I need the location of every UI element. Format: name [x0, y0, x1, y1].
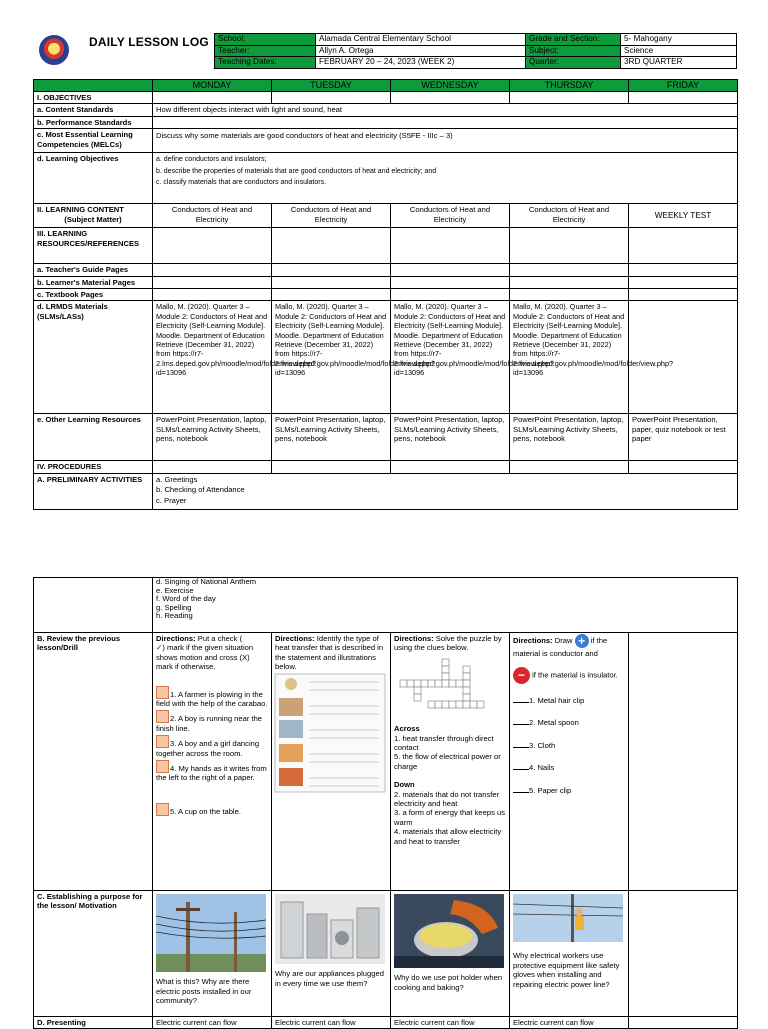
procedures-heading: IV. PROCEDURES [34, 461, 153, 473]
other-resources-friday: PowerPoint Presentation, paper, quiz notebook or test paper [629, 414, 738, 461]
list-item: d. Singing of National Anthem [156, 577, 257, 586]
lrmds-tuesday: Mallo, M. (2020). Quarter 3 – Module 2: Conductors of Heat and Electricity (Self-Learning Module]. Moodle. Department of Education Retrieve (December 31, 2022) from https://r7-2.lms.deped.gov.ph/moodle/mod/folder/view.php?id=13096 [272, 301, 391, 414]
topic-thursday: Conductors of Heat and Electricity [510, 204, 629, 228]
teacher-label: Teacher: [215, 45, 316, 57]
objectives-heading: I. OBJECTIVES [34, 92, 153, 104]
prelim-continued-label [34, 578, 153, 633]
preliminary-activities-label: A. PRELIMINARY ACTIVITIES [34, 473, 153, 509]
material-item: 2. Metal spoon [513, 718, 625, 727]
motivation-thursday [510, 891, 629, 1017]
presenting-label: D. Presenting [34, 1017, 153, 1029]
other-resources-tuesday: PowerPoint Presentation, laptop, SLMs/Learning Activity Sheets, pens, notebook [272, 414, 391, 461]
motivation-wednesday [391, 891, 510, 1017]
list-item: e. Exercise [156, 585, 194, 595]
school-label: School: [215, 34, 316, 46]
performance-standards-label: b. Performance Standards [34, 116, 153, 128]
motivation-label: C. Establishing a purpose for the lesson/ Motivation [34, 891, 153, 1017]
day-header-blank [34, 80, 153, 92]
down-clue: 4. materials that allow electricity and heat to transfer [394, 827, 502, 846]
grade-label: Grade and Section: [526, 34, 621, 46]
motivation-friday [629, 891, 738, 1017]
answer-blank[interactable] [513, 724, 529, 725]
dates-value: FEBRUARY 20 – 24, 2023 (WEEK 2) [316, 57, 526, 69]
school-value: Alamada Central Elementary School [316, 34, 526, 46]
down-clue: 3. a form of energy that keeps us warm [394, 808, 506, 827]
across-clue: 5. the flow of electrical power or charge [394, 752, 501, 771]
teachers-guide-label: a. Teacher's Guide Pages [34, 264, 153, 276]
presenting-monday: Electric current can flow [153, 1017, 272, 1029]
answer-blank[interactable] [513, 792, 529, 793]
review-friday [629, 633, 738, 891]
directions-text: Draw [552, 636, 575, 645]
drill-item: 5. A cup on the table. [156, 803, 268, 816]
learning-objective-item: a. define conductors and insulators; [156, 156, 267, 164]
directions-text: Identify the type of heat transfer that is described in the statement and illustrations below. [275, 634, 384, 672]
learning-content-label-line: (Subject Matter) [64, 214, 122, 224]
resources-heading: III. LEARNING RESOURCES/REFERENCES [34, 228, 153, 264]
directions-label: Directions: [275, 634, 315, 643]
other-resources-wednesday: PowerPoint Presentation, laptop, SLMs/Learning Activity Sheets, pens, notebook [391, 414, 510, 461]
motivation-question: Why electrical workers use protective equipment like safety gloves when installing and repairing electric power line? [513, 951, 620, 989]
lesson-log-header [33, 33, 736, 69]
drill-item: 3. A boy and a girl dancing together across the room. [156, 735, 268, 758]
directions-label: Directions: [394, 634, 434, 643]
teacher-value: Allyn A. Ortega [316, 45, 526, 57]
motivation-question: Why do we use pot holder when cooking and baking? [394, 973, 503, 992]
weekly-test: WEEKLY TEST [629, 204, 738, 228]
directions-text: Put a check ( [195, 634, 243, 643]
melc-value: Discuss why some materials are good conductors of heat and electricity (S5FE - IIIc – 3) [153, 129, 738, 153]
review-tuesday [272, 633, 391, 891]
list-item: c. Prayer [156, 495, 187, 505]
day-header-tuesday: TUESDAY [272, 80, 391, 92]
check-mark-icon: ✓ [156, 643, 163, 653]
lrmds-label: d. LRMDS Materials (SLMs/LASs) [34, 301, 153, 414]
presenting-thursday: Electric current can flow [510, 1017, 629, 1029]
learners-material-label: b. Learner's Material Pages [34, 276, 153, 288]
heat-transfer-worksheet-image [275, 674, 385, 792]
textbook-pages-label: c. Textbook Pages [34, 289, 153, 301]
learning-content-label-line: II. LEARNING CONTENT [37, 205, 124, 215]
answer-checkbox[interactable] [156, 735, 169, 748]
material-item: 3. Cloth [513, 741, 625, 750]
pot-holder-photo [394, 894, 504, 968]
crossword-puzzle-image [398, 655, 498, 719]
directions-label: Directions: [513, 636, 553, 645]
review-thursday [510, 633, 629, 891]
directions-text: if the material is conductor and [513, 636, 608, 658]
presenting-wednesday: Electric current can flow [391, 1017, 510, 1029]
learning-content-label [34, 204, 153, 228]
day-header-monday: MONDAY [153, 80, 272, 92]
lrmds-wednesday: Mallo, M. (2020). Quarter 3 – Module 2: Conductors of Heat and Electricity (Self-Learning Module]. Moodle. Department of Education Retrieve (December 31, 2022) from https://r7-2.lms.deped.gov.ph/moodle/mod/folder/view.php?id=13096 [391, 301, 510, 414]
presenting-tuesday: Electric current can flow [272, 1017, 391, 1029]
header-info-table [214, 33, 737, 69]
electric-posts-photo [156, 894, 266, 972]
motivation-question: What is this? Why are there electric posts installed in our community? [156, 977, 252, 1006]
learning-objective-item: b. describe the properties of materials that are good conductors of heat and electricity; and [156, 167, 437, 175]
preliminary-activities-continued [153, 578, 738, 633]
subject-label: Subject: [526, 45, 621, 57]
content-standards-label: a. Content Standards [34, 104, 153, 116]
electrical-worker-photo [513, 894, 623, 942]
performance-standards-value [153, 116, 738, 128]
down-clue: 2. materials that do not transfer electricity and heat [394, 789, 500, 809]
topic-tuesday: Conductors of Heat and Electricity [272, 204, 391, 228]
minus-icon: − [513, 667, 530, 684]
review-wednesday [391, 633, 510, 891]
list-item: a. Greetings [156, 474, 198, 484]
learning-objective-item: c. classify materials that are conductors and insulators. [156, 179, 327, 187]
list-item: g. Spelling [156, 602, 192, 612]
answer-blank[interactable] [513, 747, 529, 748]
directions-text: ) mark if the given situation shows motion and cross (X) mark if otherwise. [156, 643, 254, 672]
dates-label: Teaching Dates: [215, 57, 316, 69]
lrmds-thursday: Mallo, M. (2020). Quarter 3 – Module 2: Conductors of Heat and Electricity (Self-Learning Module]. Moodle. Department of Education Retrieve (December 31, 2022) from https://r7-2.lms.deped.gov.ph/moodle/mod/folder/view.php?id=13096 [510, 301, 629, 414]
answer-blank[interactable] [513, 769, 529, 770]
grade-value: 5- Mahogany [621, 34, 737, 46]
learning-objectives-value [153, 153, 738, 204]
learning-objectives-label: d. Learning Objectives [34, 153, 153, 204]
material-item: 1. Metal hair clip [513, 696, 625, 705]
plus-icon: + [575, 634, 589, 648]
quarter-label: Quarter: [526, 57, 621, 69]
drill-item: 1. A farmer is plowing in the field with the help of the carabao. [156, 686, 268, 709]
preliminary-activities-list [153, 473, 738, 509]
review-label: B. Review the previous lesson/Drill [34, 633, 153, 891]
motivation-monday [153, 891, 272, 1017]
lesson-plan-table-page-2 [33, 577, 738, 1029]
list-item: h. Reading [156, 611, 193, 621]
subject-value: Science [621, 45, 737, 57]
down-heading: Down [394, 780, 415, 790]
deped-seal-logo [39, 35, 69, 65]
answer-checkbox[interactable] [156, 803, 169, 816]
answer-checkbox[interactable] [156, 686, 169, 699]
directions-text: Solve the puzzle by using the clues below. [394, 634, 502, 653]
directions-label: Directions: [156, 634, 196, 643]
other-resources-thursday: PowerPoint Presentation, laptop, SLMs/Learning Activity Sheets, pens, notebook [510, 414, 629, 461]
lesson-plan-table-page-1 [33, 79, 738, 510]
content-standards-value: How different objects interact with light and sound, heat [153, 104, 738, 116]
presenting-friday [629, 1017, 738, 1029]
other-resources-label: e. Other Learning Resources [34, 414, 153, 461]
drill-item: 2. A boy is running near the finish line. [156, 710, 268, 733]
day-header-wednesday: WEDNESDAY [391, 80, 510, 92]
motivation-question: Why are our appliances plugged in every time we use them? [275, 969, 384, 988]
home-appliances-photo [275, 894, 385, 964]
answer-blank[interactable] [513, 702, 529, 703]
drill-item: 4. My hands as it writes from the left to the right of a paper. [156, 760, 268, 783]
answer-checkbox[interactable] [156, 710, 169, 723]
list-item: f. Word of the day [156, 594, 216, 604]
material-item: 4. Nails [513, 763, 625, 772]
review-monday [153, 633, 272, 891]
topic-monday: Conductors of Heat and Electricity [153, 204, 272, 228]
across-clue: 1. heat transfer through direct contact [394, 733, 494, 753]
list-item: b. Checking of Attendance [156, 485, 245, 495]
material-item: 5. Paper clip [513, 786, 625, 795]
topic-wednesday: Conductors of Heat and Electricity [391, 204, 510, 228]
quarter-value: 3RD QUARTER [621, 57, 737, 69]
document-title: DAILY LESSON LOG [89, 35, 209, 49]
melc-label: c. Most Essential Learning Competencies (MELCs) [34, 129, 153, 153]
directions-text: if the material is insulator. [530, 670, 618, 680]
across-heading: Across [394, 724, 420, 734]
answer-checkbox[interactable] [156, 760, 169, 773]
day-header-thursday: THURSDAY [510, 80, 629, 92]
motivation-tuesday [272, 891, 391, 1017]
day-header-friday: FRIDAY [629, 80, 738, 92]
other-resources-monday: PowerPoint Presentation, laptop, SLMs/Learning Activity Sheets, pens, notebook [153, 414, 272, 461]
lrmds-monday: Mallo, M. (2020). Quarter 3 – Module 2: Conductors of Heat and Electricity (Self-Learning Module]. Moodle. Department of Education Retrieve (December 31, 2022) from https://r7-2.lms.deped.gov.ph/moodle/mod/folder/view.php?id=13096 [153, 301, 272, 414]
